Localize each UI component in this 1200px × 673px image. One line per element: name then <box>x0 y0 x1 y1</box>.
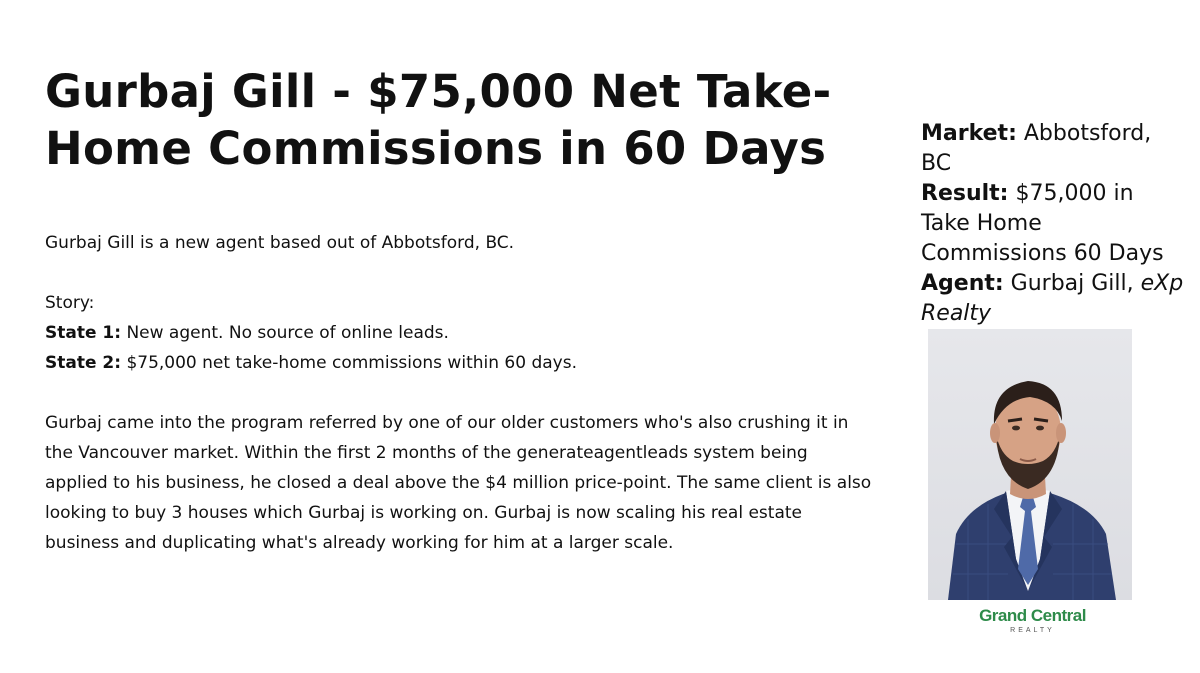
state-2-label: State 2: <box>45 353 122 373</box>
result-line <box>921 179 1186 269</box>
state-1-label: State 1: <box>45 323 122 343</box>
intro-text: Gurbaj Gill is a new agent based out of Abbotsford, BC. <box>45 233 515 253</box>
page-title: Gurbaj Gill - $75,000 Net Take-Home Commissions in 60 Days <box>45 65 832 175</box>
market-value: Abbotsford, BC <box>921 121 1152 176</box>
agent-brokerage: eXp Realty <box>921 271 1184 326</box>
state-2-text: $75,000 net take-home commissions within 60 days. <box>126 353 577 373</box>
agent-label: Agent: <box>921 271 1004 296</box>
narrative-text: Gurbaj came into the program referred by one of our older customers who's also crushing it in the Vancouver market. Within the first 2 months of the generateagentleads system being applied to his business, he closed a deal above the $4 million price-point. The same client is also looking to buy 3 houses which Gurbaj is working on. Gurbaj is now scaling his real estate business and duplicating what's already working for him at a larger scale. <box>45 413 872 553</box>
agent-line <box>921 269 1186 329</box>
agent-photo <box>928 329 1132 600</box>
agent-name: Gurbaj Gill, <box>1010 271 1134 296</box>
state-1-line <box>45 318 875 348</box>
logo-subtitle: REALTY <box>1010 627 1055 634</box>
logo-name: Grand Central <box>979 606 1086 625</box>
market-label: Market: <box>921 121 1017 146</box>
state-2-line <box>45 348 875 378</box>
result-label: Result: <box>921 181 1009 206</box>
state-1-text: New agent. No source of online leads. <box>126 323 449 343</box>
story-heading: Story: <box>45 293 95 313</box>
agent-summary <box>921 119 1186 329</box>
market-line <box>921 119 1186 179</box>
result-value: $75,000 in Take Home Commissions 60 Days <box>921 181 1164 266</box>
story-body <box>45 228 875 558</box>
grand-central-realty-logo <box>970 605 1095 635</box>
